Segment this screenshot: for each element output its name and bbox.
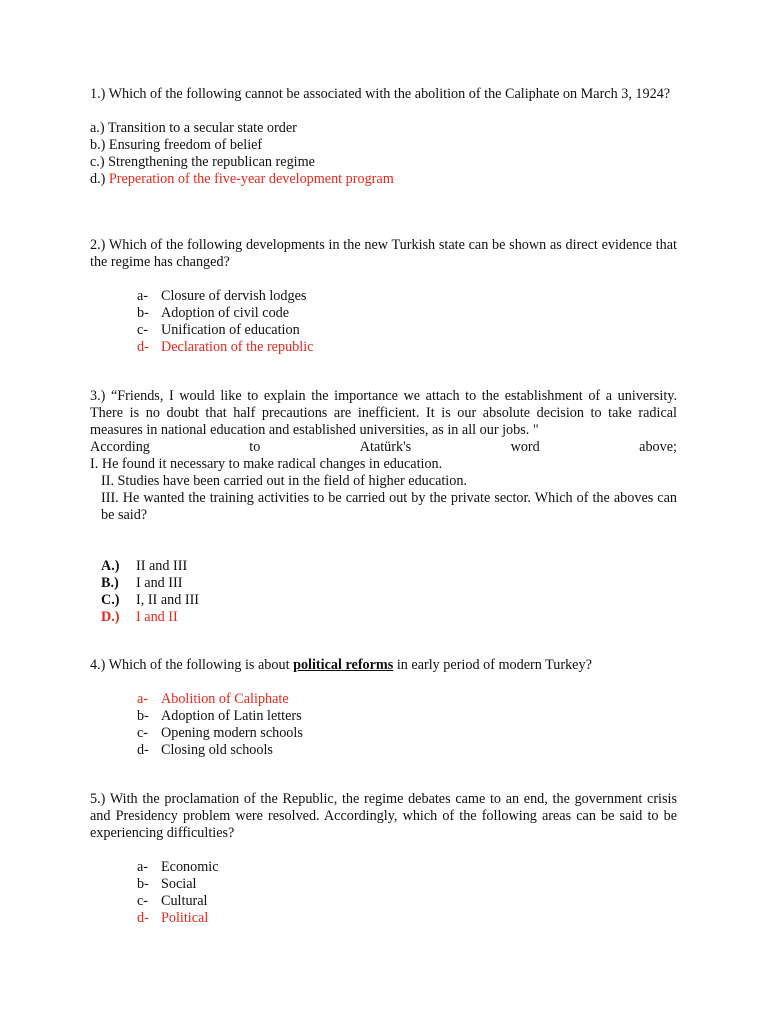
option-d-prefix: d.) bbox=[90, 171, 109, 187]
option-label: Opening modern schools bbox=[161, 725, 303, 741]
statement-1: I. He found it necessary to make radical changes in education. bbox=[90, 456, 443, 472]
word: word bbox=[510, 439, 540, 455]
question-2-text: 2.) Which of the following developments in the new Turkish state can be shown as direct evidence that the regime has changed? bbox=[90, 237, 677, 270]
option-b: b.) Ensuring freedom of belief bbox=[90, 137, 263, 153]
option-label: II and III bbox=[136, 558, 188, 574]
question-3-text: 3.) “Friends, I would like to explain the importance we attach to the establishment of a university. There is no doubt that half precautions are inefficient. It is our absolute decision to take radical measures in national education and established universities, as in all our jobs. " bbox=[90, 388, 677, 438]
question-5-options bbox=[90, 859, 677, 927]
word: to bbox=[249, 439, 261, 455]
question-1-text: 1.) Which of the following cannot be associated with the abolition of the Caliphate on March 3, 1924? bbox=[90, 86, 671, 102]
question-2-options bbox=[90, 288, 677, 356]
option-label: I and II bbox=[136, 609, 178, 625]
question-3 bbox=[90, 388, 677, 626]
option-c bbox=[90, 592, 677, 609]
option-c: c.) Strengthening the republican regime bbox=[90, 154, 315, 170]
word: Atatürk's bbox=[359, 439, 412, 455]
option-label: Cultural bbox=[161, 893, 208, 909]
option-letter: c- bbox=[137, 893, 149, 909]
option-letter: C.) bbox=[101, 592, 120, 608]
option-letter: D.) bbox=[101, 609, 120, 625]
option-label: Political bbox=[161, 910, 209, 926]
option-label: Unification of education bbox=[161, 322, 300, 338]
question-4-options bbox=[90, 691, 677, 759]
option-label: Abolition of Caliphate bbox=[161, 691, 289, 707]
option-letter: d- bbox=[137, 339, 149, 355]
question-4-emphasis: political reforms bbox=[293, 657, 394, 673]
option-a bbox=[90, 558, 677, 575]
question-3-attribution-line bbox=[90, 439, 677, 456]
option-b bbox=[90, 575, 677, 592]
question-5-text: 5.) With the proclamation of the Republic, the regime debates came to an end, the government crisis and Presidency problem were resolved. Accordingly, which of the following areas can be said to be experiencing difficulties? bbox=[90, 791, 677, 841]
question-4-text-end: in early period of modern Turkey? bbox=[393, 657, 592, 673]
option-b bbox=[90, 876, 677, 893]
option-b bbox=[90, 305, 677, 322]
option-letter: c- bbox=[137, 322, 149, 338]
option-a: a.) Transition to a secular state order bbox=[90, 120, 297, 136]
question-1 bbox=[90, 86, 677, 188]
option-label: I and III bbox=[136, 575, 183, 591]
option-letter: a- bbox=[137, 859, 149, 875]
option-d-correct bbox=[90, 339, 677, 356]
option-d-label-correct: Preperation of the five-year development program bbox=[108, 171, 394, 187]
option-d-correct bbox=[90, 609, 677, 626]
option-letter: c- bbox=[137, 725, 149, 741]
question-4 bbox=[90, 657, 677, 759]
option-d bbox=[90, 742, 677, 759]
option-label: I, II and III bbox=[136, 592, 200, 608]
option-letter: b- bbox=[137, 305, 149, 321]
option-letter: A.) bbox=[101, 558, 120, 574]
question-2 bbox=[90, 237, 677, 356]
option-letter: a- bbox=[137, 288, 149, 304]
option-letter: b- bbox=[137, 876, 149, 892]
question-5 bbox=[90, 791, 677, 927]
option-letter: a- bbox=[137, 691, 149, 707]
option-label: Economic bbox=[161, 859, 219, 875]
option-letter: d- bbox=[137, 742, 149, 758]
question-4-text bbox=[90, 657, 677, 674]
option-b bbox=[90, 708, 677, 725]
question-3-options bbox=[90, 558, 677, 626]
option-c bbox=[90, 893, 677, 910]
option-a-correct bbox=[90, 691, 677, 708]
option-c bbox=[90, 725, 677, 742]
option-label: Declaration of the republic bbox=[161, 339, 314, 355]
option-label: Social bbox=[161, 876, 197, 892]
option-label: Adoption of Latin letters bbox=[161, 708, 302, 724]
option-label: Adoption of civil code bbox=[161, 305, 290, 321]
word: above; bbox=[639, 439, 677, 455]
option-d-correct bbox=[90, 910, 677, 927]
option-a bbox=[90, 288, 677, 305]
option-label: Closure of dervish lodges bbox=[161, 288, 307, 304]
option-letter: B.) bbox=[101, 575, 119, 591]
statement-2: II. Studies have been carried out in the field of higher education. bbox=[101, 473, 467, 489]
question-4-text-start: 4.) Which of the following is about bbox=[90, 657, 294, 673]
option-d bbox=[90, 171, 677, 188]
option-letter: d- bbox=[137, 910, 149, 926]
option-a bbox=[90, 859, 677, 876]
statement-3: III. He wanted the training activities to be carried out by the private sector. Which of the aboves can be said? bbox=[101, 490, 677, 523]
option-label: Closing old schools bbox=[161, 742, 273, 758]
question-1-options bbox=[90, 120, 677, 188]
option-c bbox=[90, 322, 677, 339]
option-letter: b- bbox=[137, 708, 149, 724]
word: According bbox=[90, 439, 150, 455]
